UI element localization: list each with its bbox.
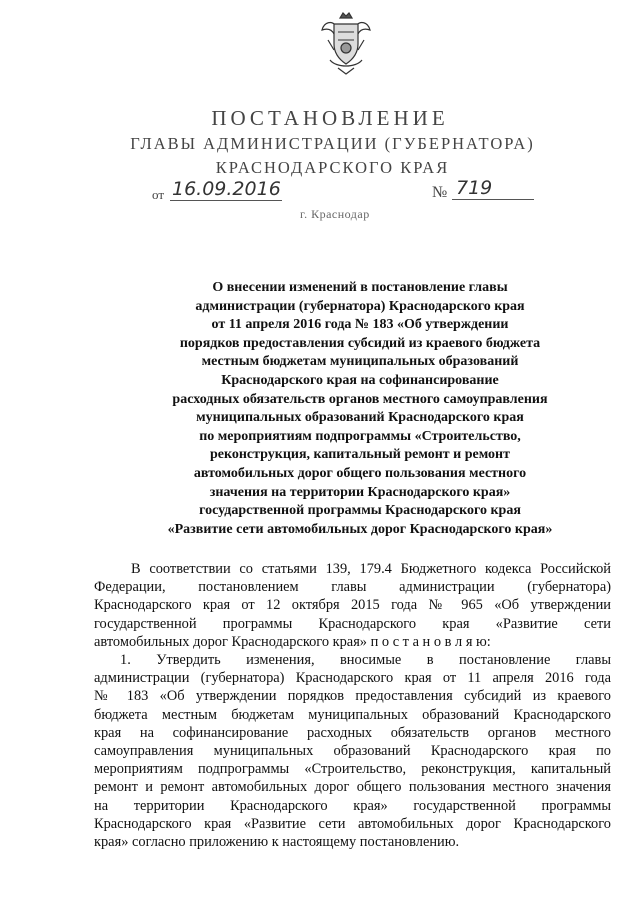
clause-1-line: мероприятиям подпрограммы «Строительство, реконструкция, капитальный bbox=[94, 761, 611, 778]
region-heading: КРАСНОДАРСКОГО КРАЯ bbox=[215, 158, 450, 177]
clause-1-line: на территории Краснодарского края» государственной программы bbox=[94, 797, 611, 814]
title-line: по мероприятиям подпрограммы «Строительство, bbox=[199, 428, 521, 444]
clause-1-line: края на софинансирование расходных обязательств органов местного bbox=[94, 724, 611, 741]
title-line: государственной программы Краснодарского края bbox=[199, 503, 521, 519]
clause-1-line: Краснодарского края «Развитие сети автомобильных дорог Краснодарского bbox=[94, 815, 611, 832]
preamble-line: Краснодарского края от 12 октября 2015 года № 965 «Об утверждении bbox=[94, 597, 611, 614]
clause-1-line: ремонт и ремонт автомобильных дорог общего пользования местного значения bbox=[94, 779, 611, 796]
clause-1-line: 1. Утвердить изменения, вносимые в постановление главы bbox=[120, 652, 611, 669]
title-line: реконструкция, капитальный ремонт и ремонт bbox=[209, 447, 511, 463]
clause-1-line: самоуправления муниципальных образований Краснодарского края по bbox=[94, 743, 611, 760]
preamble-line: государственной программы Краснодарского края «Развитие сети bbox=[94, 615, 611, 632]
preamble-line: автомобильных дорог Краснодарского края» п о с т а н о в л я ю: bbox=[94, 633, 491, 650]
document-type-heading: ПОСТАНОВЛЕНИЕ bbox=[211, 106, 449, 130]
document-number: 719 bbox=[452, 177, 534, 200]
preamble-line: В соответствии со статьями 139, 179.4 Бюджетного кодекса Российской bbox=[131, 561, 611, 577]
preamble-line: Федерации, постановлением главы администрации (губернатора) bbox=[94, 579, 611, 596]
title-line: муниципальных образований Краснодарского края bbox=[196, 410, 524, 426]
title-line: от 11 апреля 2016 года № 183 «Об утверждении bbox=[211, 317, 509, 333]
title-line: Краснодарского края на софинансирование bbox=[221, 372, 499, 388]
document-body bbox=[94, 560, 611, 851]
title-line: О внесении изменений в постановление главы bbox=[212, 280, 508, 295]
document-title bbox=[100, 279, 620, 539]
title-line: автомобильных дорог общего пользования местного bbox=[193, 465, 527, 481]
title-line: значения на территории Краснодарского края» bbox=[209, 484, 511, 500]
clause-1-line: края» согласно приложению к настоящему постановлению. bbox=[94, 834, 460, 851]
title-line: порядков предоставления субсидий из краевого бюджета bbox=[179, 335, 541, 351]
document-date: 16.09.2016 bbox=[172, 178, 281, 200]
title-line: «Развитие сети автомобильных дорог Краснодарского края» bbox=[167, 521, 553, 537]
coat-of-arms-emblem bbox=[318, 10, 374, 76]
issuer-heading: ГЛАВЫ АДМИНИСТРАЦИИ (ГУБЕРНАТОРА) bbox=[130, 134, 535, 153]
title-line: расходных обязательств органов местного самоуправления bbox=[172, 391, 548, 407]
title-line: местным бюджетам муниципальных образований bbox=[201, 354, 519, 370]
date-prefix-label: от bbox=[152, 187, 165, 202]
clause-1-line: администрации (губернатора) Краснодарского края от 11 апреля 2016 года bbox=[94, 670, 611, 687]
clause-1-line: бюджета местным бюджетам муниципальных образований Краснодарского bbox=[94, 706, 611, 723]
title-line: администрации (губернатора) Краснодарского края bbox=[195, 298, 525, 314]
clause-1-line: № 183 «Об утверждении порядков предоставления субсидий из краевого bbox=[94, 688, 611, 705]
city-label: г. Краснодар bbox=[300, 207, 370, 221]
number-prefix-label: № bbox=[432, 184, 448, 201]
